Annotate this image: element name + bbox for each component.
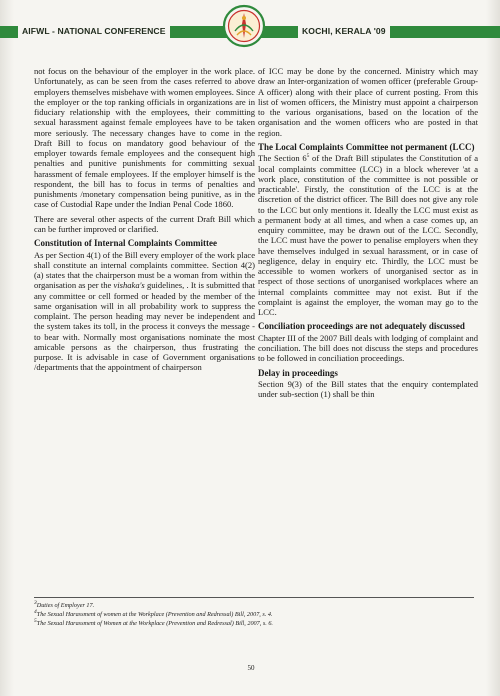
section-heading: Delay in proceedings (258, 367, 338, 378)
header-conference-title: AIFWL - NATIONAL CONFERENCE (18, 24, 170, 38)
paragraph: not focus on the behaviour of the employer in the work place. Unfortunately, as can be seen from the cases referred to above employers themselves misbehave with women employees. Since the employer or the top ranking officials in organizations are in fiduciary relationship with the employees, their committing sexual harassment against female employees have to be taken more seriously. The necessary changes have to come in the Draft Bill to focus on mandatory good behaviour of the employer towards female employees and the consequent high penalties and punitive punishments for committing sexual harassment of female employees. If the employer himself is the respondent, the bill has to focus in terms of penalties and punishments /monetary compensation being punitive, as in the case of Custodial Rape under the Indian Penal Code 1860. (34, 66, 255, 210)
paragraph: There are several other aspects of the current Draft Bill which can be further improved or clarified. (34, 213, 255, 234)
page-number: 50 (247, 664, 255, 672)
paragraph: Chapter III of the 2007 Bill deals with lodging of complaint and conciliation. The bill does not discuss the steps and procedures to be followed in conciliation proceedings. (258, 332, 478, 364)
paragraph: Section 9(3) of the Bill states that the enquiry contemplated under sub-section (1) shall be thin (258, 379, 478, 400)
footnote-text: The Sexual Harassment of women at the Workplace (Prevention and Redressal) Bill, 2007, s. 4. (36, 611, 273, 619)
footnote-marker: 3 (34, 599, 37, 606)
italic-text: vishaka's (113, 280, 145, 291)
footnote-marker: 5 (306, 153, 310, 160)
paragraph (258, 153, 478, 317)
footnote-text: Duties of Employer 17. (36, 602, 95, 609)
right-column (258, 66, 478, 404)
footnote-marker: 4 (34, 609, 37, 616)
section-heading: Constitution of Internal Complaints Committee (34, 238, 217, 248)
page-header (0, 0, 500, 60)
paragraph: of ICC may be done by the concerned. Ministry which may draw an Inter-organization of women officer (preferable Group-A officer) along with their place of current posting. From this list of women officers, the Ministry must appoint a chairperson to the various organisations, based on the location of the organisation and the women officers who are posted in that region. (258, 66, 478, 138)
section-heading: Conciliation proceedings are not adequately discussed (258, 321, 465, 332)
footnote-text: The Sexual Harassment of Women at the Workplace (Prevention and Redressal) Bill, 2007, s. 6. (36, 620, 273, 628)
footnote (34, 601, 474, 610)
footnotes (34, 597, 474, 629)
text-run: The Section 6 (258, 153, 307, 164)
footnote (34, 610, 474, 619)
footnote (34, 619, 474, 628)
header-location: KOCHI, KERALA '09 (298, 24, 390, 38)
text-run: As per Section 4(1) of the Bill every employer of the work place shall constitute an internal complaints committee. Section 4(2) (a) states that the chairperson must be a woman from within the organisation as per the (34, 249, 255, 291)
left-column (34, 66, 255, 377)
aifwl-logo-icon (222, 4, 266, 48)
footnote-marker: 5 (34, 618, 37, 625)
text-run: guidelines, . It is submitted that any committee or cell formed or headed by the member of the same organisation will in all probability work to suppress the complaint. The person heading may never be independent and the system takes its toll, in the process it conveys the message - to bear with. Normally most organisations nominate the most amicable persons as the chairperson, thus frustrating the purpose. It is advisable in case of Government organisations /departments that the appointment of chairperson (34, 280, 255, 373)
section-heading: The Local Complaints Committee not permanent (LCC) (258, 141, 475, 152)
text-run: of the Draft Bill stipulates the Constitution of a local complaints committee (LCC) in a block wherever 'at a work place, constitution of the committee is not possible or practicable'. Firstly, the constitution of the LCC is at the discretion of the district officer. The Bill does not give any role to the LCC but only mentions it. Ideally the LCC must exist as a permanent body at all times, and when a case comes up, an enquiry committee, may be drawn out of the LCC. Secondly, the LCC must have the power to penalise employers when they have themselves indulged in sexual harassment, or in case of negligence, delay in enquiry etc. Thirdly, the LCC must be accessible to women workers of unorganised sector as in respect of those sections of unorganised workplaces where an internal complaints committee may not exist. But if the complaint is against the employer, the woman may go to the LCC. (258, 153, 478, 317)
paragraph (34, 250, 255, 373)
